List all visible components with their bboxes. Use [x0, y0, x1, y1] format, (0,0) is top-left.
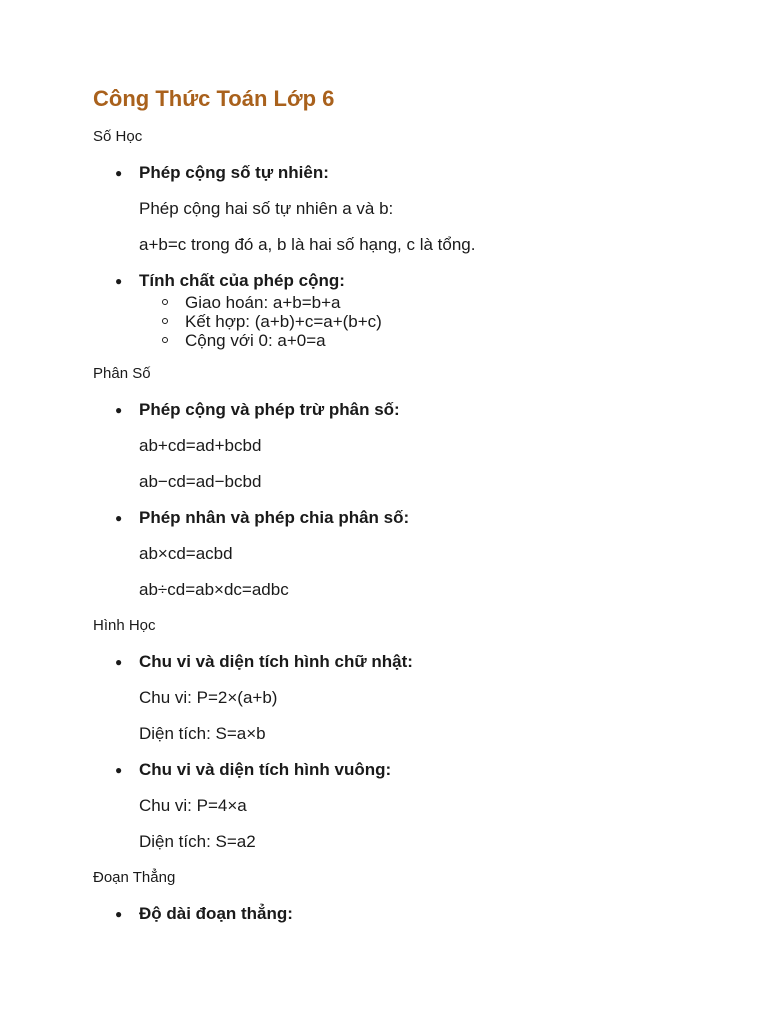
document-title: Công Thức Toán Lớp 6	[93, 86, 335, 111]
list-item	[93, 506, 713, 602]
bullet-icon: ●	[115, 403, 123, 417]
list-item	[93, 161, 713, 257]
item-label: Tính chất của phép cộng:	[139, 271, 345, 290]
section-hinh-hoc	[93, 616, 713, 854]
bullet-icon: ●	[115, 655, 123, 669]
formula-list	[93, 650, 713, 854]
bullet-icon: ●	[115, 274, 123, 288]
sub-item-text: Kết hợp: (a+b)+c=a+(b+c)	[185, 312, 382, 331]
sub-list-item	[139, 312, 713, 331]
item-text: ab+cd=ad+bcbd	[139, 436, 262, 455]
document-body	[93, 82, 713, 926]
circle-bullet-icon	[162, 337, 168, 343]
sub-list-item	[139, 293, 713, 312]
item-text: ab−cd=ad−bcbd	[139, 472, 262, 491]
sub-item-text: Cộng với 0: a+0=a	[185, 331, 326, 350]
list-item	[93, 758, 713, 854]
sub-list-item	[139, 331, 713, 350]
section-heading: Hình Học	[93, 617, 156, 634]
item-text: Chu vi: P=2×(a+b)	[139, 688, 278, 707]
formula-list	[93, 902, 713, 926]
formula-list	[93, 161, 713, 350]
section-so-hoc	[93, 127, 713, 350]
bullet-icon: ●	[115, 511, 123, 525]
item-label: Phép cộng và phép trừ phân số:	[139, 400, 400, 419]
item-label: Độ dài đoạn thẳng:	[139, 904, 293, 923]
bullet-icon: ●	[115, 763, 123, 777]
list-item	[93, 269, 713, 350]
formula-list	[93, 398, 713, 602]
section-phan-so	[93, 364, 713, 602]
circle-bullet-icon	[162, 299, 168, 305]
item-text: ab×cd=acbd	[139, 544, 233, 563]
item-label: Chu vi và diện tích hình chữ nhật:	[139, 652, 413, 671]
sub-list	[139, 293, 713, 350]
item-text: ab÷cd=ab×dc=adbc	[139, 580, 289, 599]
bullet-icon: ●	[115, 907, 123, 921]
list-item	[93, 398, 713, 494]
list-item	[93, 902, 713, 926]
circle-bullet-icon	[162, 318, 168, 324]
item-label: Phép cộng số tự nhiên:	[139, 163, 329, 182]
bullet-icon: ●	[115, 166, 123, 180]
item-text: Diện tích: S=a2	[139, 832, 256, 851]
item-text: Phép cộng hai số tự nhiên a và b:	[139, 199, 394, 218]
sub-item-text: Giao hoán: a+b=b+a	[185, 293, 341, 312]
item-label: Phép nhân và phép chia phân số:	[139, 508, 410, 527]
list-item	[93, 650, 713, 746]
item-text: Diện tích: S=a×b	[139, 724, 266, 743]
item-label: Chu vi và diện tích hình vuông:	[139, 760, 392, 779]
section-heading: Phân Số	[93, 365, 151, 382]
item-text: Chu vi: P=4×a	[139, 796, 247, 815]
section-heading: Số Học	[93, 128, 143, 145]
item-text: a+b=c trong đó a, b là hai số hạng, c là tổng.	[139, 235, 476, 254]
section-doan-thang	[93, 868, 713, 926]
section-heading: Đoạn Thẳng	[93, 869, 176, 886]
